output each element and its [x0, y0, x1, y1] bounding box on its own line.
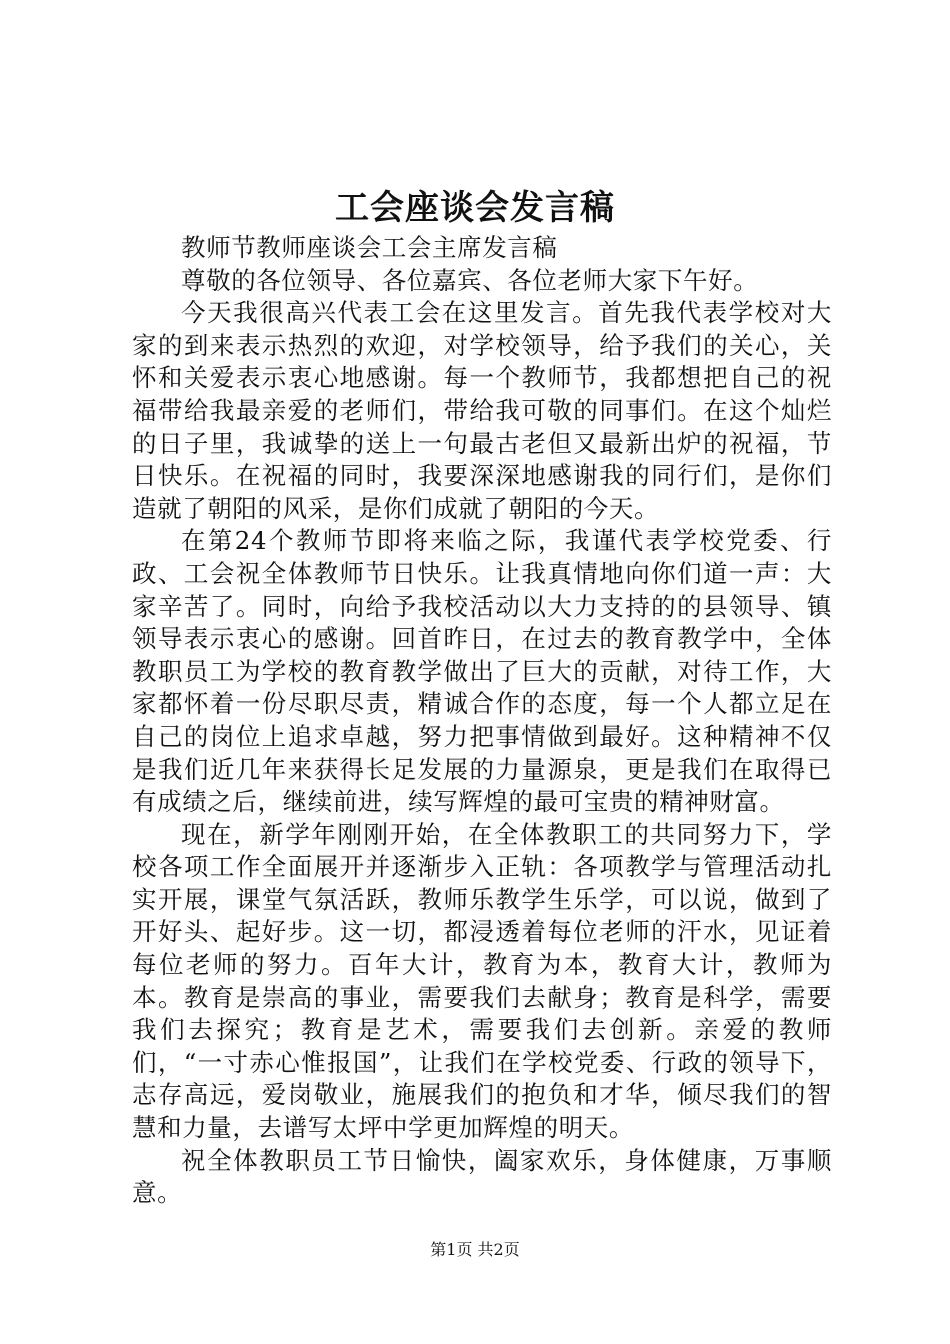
document-title: 工会座谈会发言稿 — [335, 188, 615, 228]
paragraph-closing: 祝全体教职员工节日愉快，阖家欢乐，身体健康，万事顺意。 — [132, 1145, 832, 1208]
paragraph-greeting: 尊敬的各位领导、各位嘉宾、各位老师大家下午好。 — [181, 265, 759, 295]
document-body — [132, 232, 832, 1210]
paragraph-subtitle: 教师节教师座谈会工会主席发言稿 — [181, 233, 558, 262]
paragraph-thanks: 今天我很高兴代表工会在这里发言。首先我代表学校对大家的到来表示热烈的欢迎，对学校领导，给予我们的关心，关怀和关爱表示衷心地感谢。每一个教师节，我都想把自己的祝福带给我最亲爱的老师们，带给我可敬的同事们。在这个灿烂的日子里，我诚挚的送上一句最古老但又最新出炉的祝福，节日快乐。在祝福的同时，我要深深地感谢我的同行们，是你们造就了朝阳的风采，是你们成就了朝阳的今天。 — [132, 298, 832, 523]
paragraph-new-term: 现在，新学年刚刚开始，在全体教职工的共同努力下，学校各项工作全面展开并逐渐步入正轨：各项教学与管理活动扎实开展，课堂气氛活跃，教师乐教学生乐学，可以说，做到了开好头、起好步。这一切，都浸透着每位老师的汗水，见证着每位老师的努力。百年大计，教育为本，教育大计，教师为本。教育是崇高的事业，需要我们去献身；教育是科学，需要我们去探究；教育是艺术，需要我们去创新。亲爱的教师们，“一寸赤心惟报国”，让我们在学校党委、行政的领导下，志存高远，爱岗敬业，施展我们的抱负和才华，倾尽我们的智慧和力量，去谱写太坪中学更加辉煌的明天。 — [132, 819, 832, 1143]
page-number-footer: 第1页 共2页 — [430, 1240, 520, 1259]
paragraph-review: 在第24个教师节即将来临之际，我谨代表学校党委、行政、工会祝全体教师节日快乐。让我真情地向你们道一声：大家辛苦了。同时，向给予我校活动以大力支持的的县领导、镇领导表示衷心的感谢。回首昨日，在过去的教育教学中，全体教职员工为学校的教育教学做出了巨大的贡献，对待工作，大家都怀着一份尽职尽责，精诚合作的态度，每一个人都立足在自己的岗位上追求卓越，努力把事情做到最好。这种精神不仅是我们近几年来获得长足发展的力量源泉，更是我们在取得已有成绩之后，继续前进，续写辉煌的最可宝贵的精神财富。 — [132, 526, 832, 817]
